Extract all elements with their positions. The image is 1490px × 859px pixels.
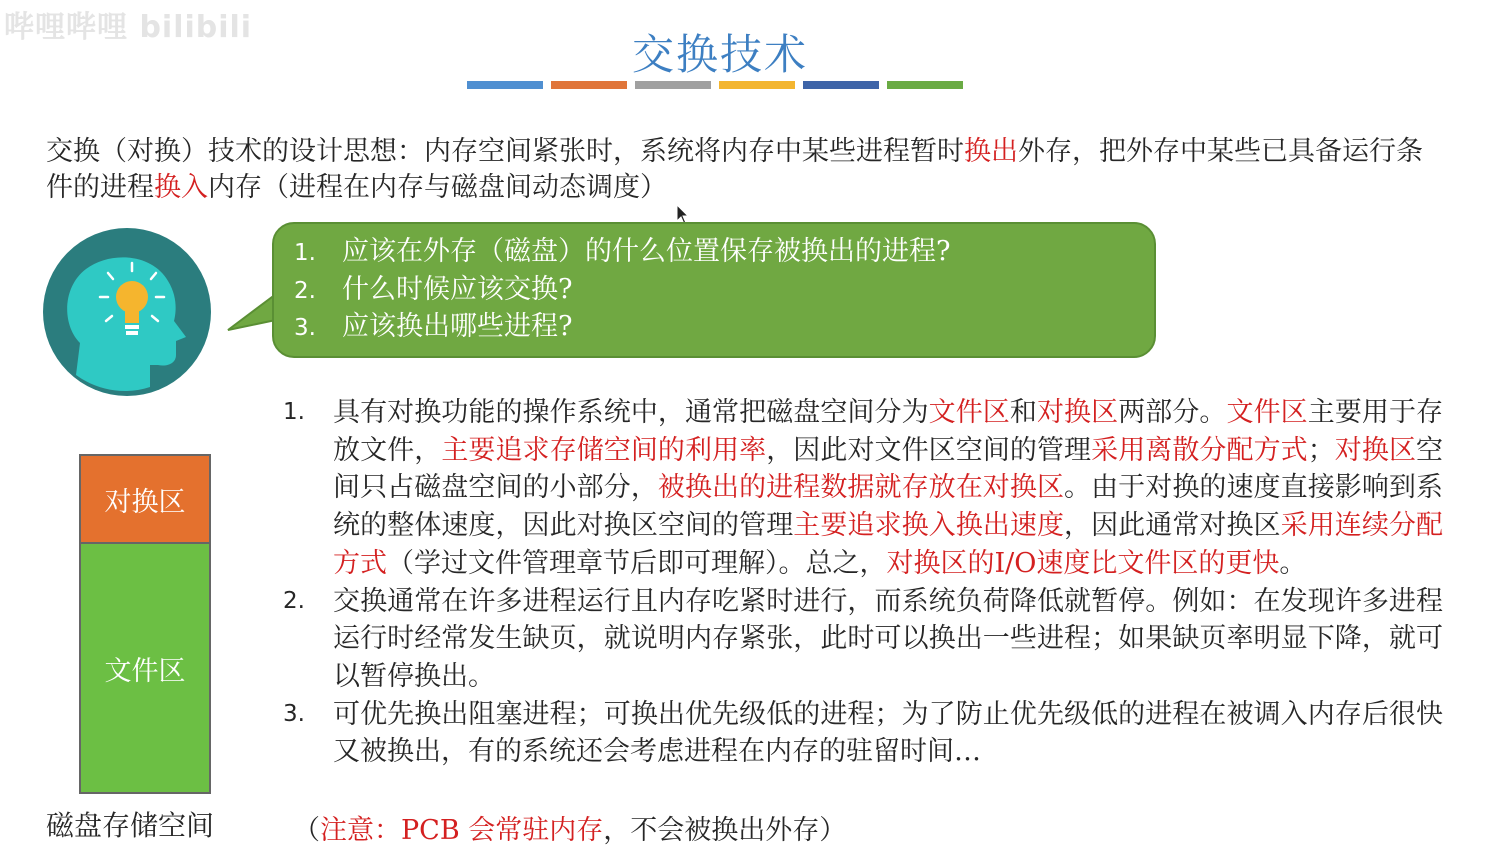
question-text: 应该换出哪些进程? bbox=[342, 311, 573, 342]
highlight-segment: 对换区 bbox=[1334, 434, 1417, 466]
highlight-segment: 被换出的进程数据就存放在对换区 bbox=[657, 472, 1065, 504]
question-number: 1. bbox=[294, 240, 316, 266]
text-segment: ，因此对文件区空间的管理 bbox=[766, 434, 1092, 466]
point-text bbox=[333, 397, 1443, 579]
questions-speech-bubble bbox=[272, 222, 1156, 358]
point-number: 1. bbox=[283, 399, 305, 425]
text-segment: ； bbox=[1307, 434, 1335, 466]
intro-text: 外存，把外存中某些已具备运行条件的进程 bbox=[46, 136, 1423, 203]
color-bar bbox=[719, 81, 795, 89]
highlight-segment: 对换区的I/O速度比文件区的更快 bbox=[886, 547, 1280, 579]
thinking-head-icon bbox=[40, 225, 215, 400]
color-bar bbox=[803, 81, 879, 89]
intro-paragraph bbox=[46, 134, 1446, 206]
explanation-point bbox=[283, 583, 1443, 696]
intro-highlight-swap-out: 换出 bbox=[964, 136, 1018, 167]
text-segment: 和 bbox=[1009, 397, 1037, 428]
text-segment: 具有对换功能的操作系统中，通常把磁盘空间分为 bbox=[333, 397, 929, 428]
text-segment: 。由于对换的速度直接影响到系统的整体速度，因此对换区空间的管理 bbox=[333, 472, 1444, 542]
note-paren: （ bbox=[293, 815, 320, 846]
question-number: 3. bbox=[294, 315, 316, 341]
disk-storage-diagram bbox=[79, 454, 211, 794]
question-text: 应该在外存（磁盘）的什么位置保存被换出的进程? bbox=[342, 236, 951, 267]
intro-highlight-swap-in: 换入 bbox=[154, 172, 208, 203]
color-bar bbox=[467, 81, 543, 89]
highlight-segment: 主要追求换入换出速度 bbox=[793, 510, 1065, 542]
swap-area-block: 对换区 bbox=[79, 454, 211, 542]
question-item bbox=[294, 272, 572, 309]
note-text: ，不会被换出外存） bbox=[603, 815, 847, 846]
intro-text: 交换（对换）技术的设计思想：内存空间紧张时，系统将内存中某些进程暂时 bbox=[46, 136, 964, 167]
color-bar bbox=[887, 81, 963, 89]
question-text: 什么时候应该交换? bbox=[342, 274, 573, 305]
color-bar bbox=[635, 81, 711, 89]
note-highlight: 注意：PCB 会常驻内存 bbox=[320, 815, 604, 846]
highlight-segment: 文件区 bbox=[928, 397, 1010, 428]
pcb-note bbox=[293, 808, 846, 847]
highlight-segment: 主要追求存储空间的利用率 bbox=[441, 434, 767, 466]
bilibili-watermark: 哔哩哔哩 bilibili bbox=[4, 10, 253, 45]
color-bar bbox=[551, 81, 627, 89]
question-number: 2. bbox=[294, 278, 316, 304]
question-item bbox=[294, 234, 950, 271]
explanation-point bbox=[283, 394, 1443, 583]
explanation-points bbox=[283, 394, 1443, 771]
speech-bubble-tail bbox=[226, 292, 276, 337]
intro-text: 内存（进程在内存与磁盘间动态调度） bbox=[208, 172, 667, 203]
point-text: 交换通常在许多进程运行且内存吃紧时进行，而系统负荷降低就暂停。例如：在发现许多进程运行时经常发生缺页，就说明内存紧张，此时可以换出一些进程；如果缺页率明显下降，就可以暂停换出。 bbox=[333, 585, 1443, 692]
text-segment: 主要用于存放文件， bbox=[333, 397, 1444, 466]
highlight-segment: 采用连续分配方式 bbox=[333, 510, 1444, 579]
slide-title: 交换技术 bbox=[631, 30, 808, 79]
point-number: 3. bbox=[283, 700, 305, 727]
text-segment: （学过文件管理章节后即可理解）。总之， bbox=[387, 547, 887, 579]
highlight-segment: 对换区 bbox=[1036, 397, 1119, 428]
highlight-segment: 文件区 bbox=[1226, 397, 1308, 428]
highlight-segment: 采用离散分配方式 bbox=[1091, 434, 1308, 466]
text-segment: 两部分。 bbox=[1118, 397, 1227, 428]
text-segment: ，因此通常对换区 bbox=[1064, 510, 1281, 542]
title-color-bars bbox=[467, 81, 972, 89]
question-item bbox=[294, 309, 572, 346]
explanation-point bbox=[283, 696, 1443, 771]
text-segment: 空间只占磁盘空间的小部分， bbox=[333, 434, 1444, 504]
text-segment: 。 bbox=[1279, 547, 1307, 579]
disk-storage-label: 磁盘存储空间 bbox=[46, 809, 215, 842]
file-area-block: 文件区 bbox=[79, 542, 211, 794]
point-text: 可优先换出阻塞进程；可换出优先级低的进程；为了防止优先级低的进程在被调入内存后很快又被换出，有的系统还会考虑进程在内存的驻留时间… bbox=[333, 698, 1443, 768]
point-number: 2. bbox=[283, 587, 305, 614]
